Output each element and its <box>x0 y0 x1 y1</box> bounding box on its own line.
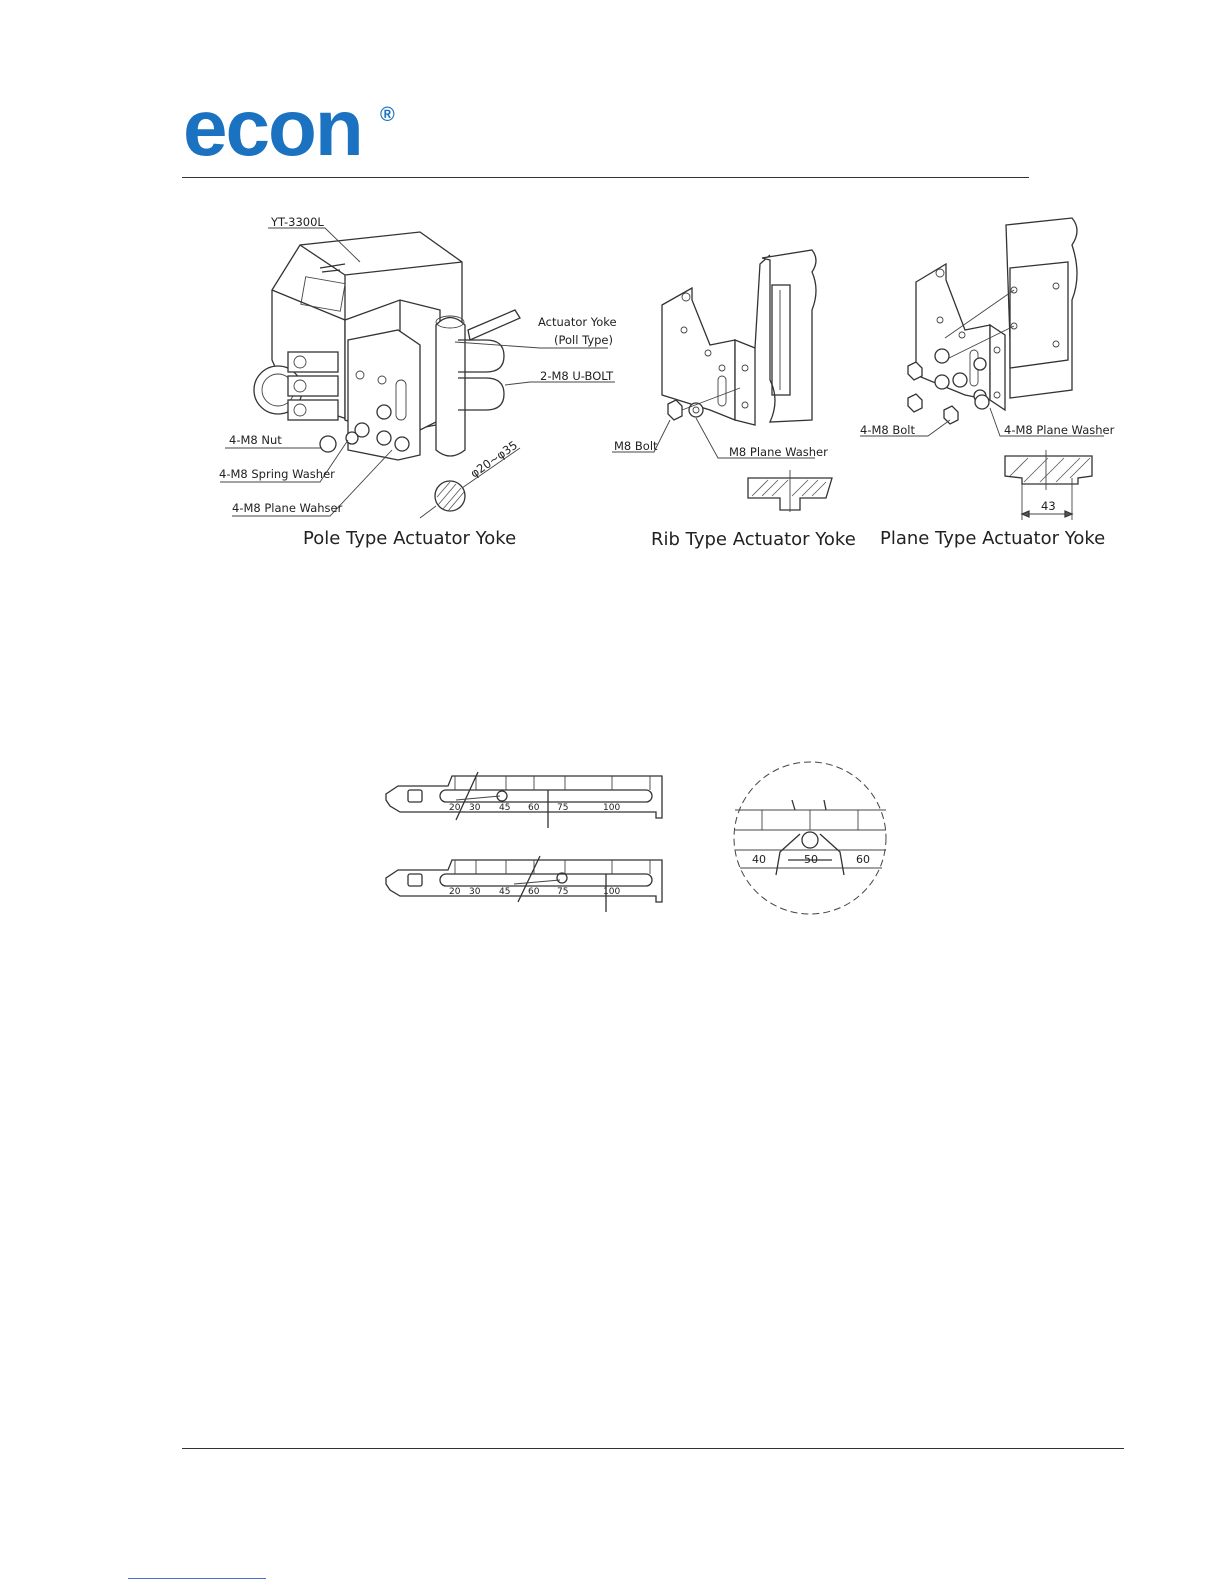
label-m8-bolt: M8 Bolt <box>614 439 658 453</box>
scale-tick-label: 60 <box>528 803 540 813</box>
label-diameter: φ20~φ35 <box>467 437 521 481</box>
label-actuator-yoke: Actuator Yoke <box>538 315 617 329</box>
detail-tick-label: 40 <box>752 853 766 866</box>
label-ubolt: 2-M8 U-BOLT <box>540 369 614 383</box>
label-plane-washer: 4-M8 Plane Wahser <box>232 501 343 515</box>
footer-link-underline[interactable] <box>128 1578 266 1579</box>
label-m8-plane-washer: M8 Plane Washer <box>729 445 828 459</box>
scale-tick-label: 75 <box>557 887 569 897</box>
label-poll-type: (Poll Type) <box>554 333 613 347</box>
scale-tick-label: 20 <box>449 887 461 897</box>
scale-tick-label: 100 <box>603 803 621 813</box>
scale-tick-label: 30 <box>469 803 481 813</box>
scale-tick-label: 100 <box>603 887 621 897</box>
detail-tick-label: 50 <box>804 853 818 866</box>
caption-plane-type: Plane Type Actuator Yoke <box>880 528 1106 549</box>
caption-pole-type: Pole Type Actuator Yoke <box>303 528 517 549</box>
label-4-m8-bolt: 4-M8 Bolt <box>860 423 915 437</box>
label-dimension-43: 43 <box>1041 499 1056 513</box>
footer-rule <box>182 1448 1124 1449</box>
scale-tick-label: 45 <box>499 803 511 813</box>
scale-tick-label: 45 <box>499 887 511 897</box>
detail-tick-label: 60 <box>856 853 870 866</box>
label-4-m8-plane-washer: 4-M8 Plane Washer <box>1004 423 1115 437</box>
lever-detail-drawing <box>734 762 886 914</box>
lever-bottom-drawing <box>386 856 662 912</box>
registered-mark: ® <box>380 104 395 126</box>
scale-tick-label: 60 <box>528 887 540 897</box>
scale-tick-label: 20 <box>449 803 461 813</box>
caption-rib-type: Rib Type Actuator Yoke <box>651 529 856 550</box>
econ-logo: econ <box>183 83 362 172</box>
label-nut: 4-M8 Nut <box>229 433 282 447</box>
scale-tick-label: 30 <box>469 887 481 897</box>
label-model: YT-3300L <box>271 215 324 229</box>
lever-top-drawing <box>386 772 662 828</box>
scale-tick-label: 75 <box>557 803 569 813</box>
label-spring-washer: 4-M8 Spring Washer <box>219 467 335 481</box>
